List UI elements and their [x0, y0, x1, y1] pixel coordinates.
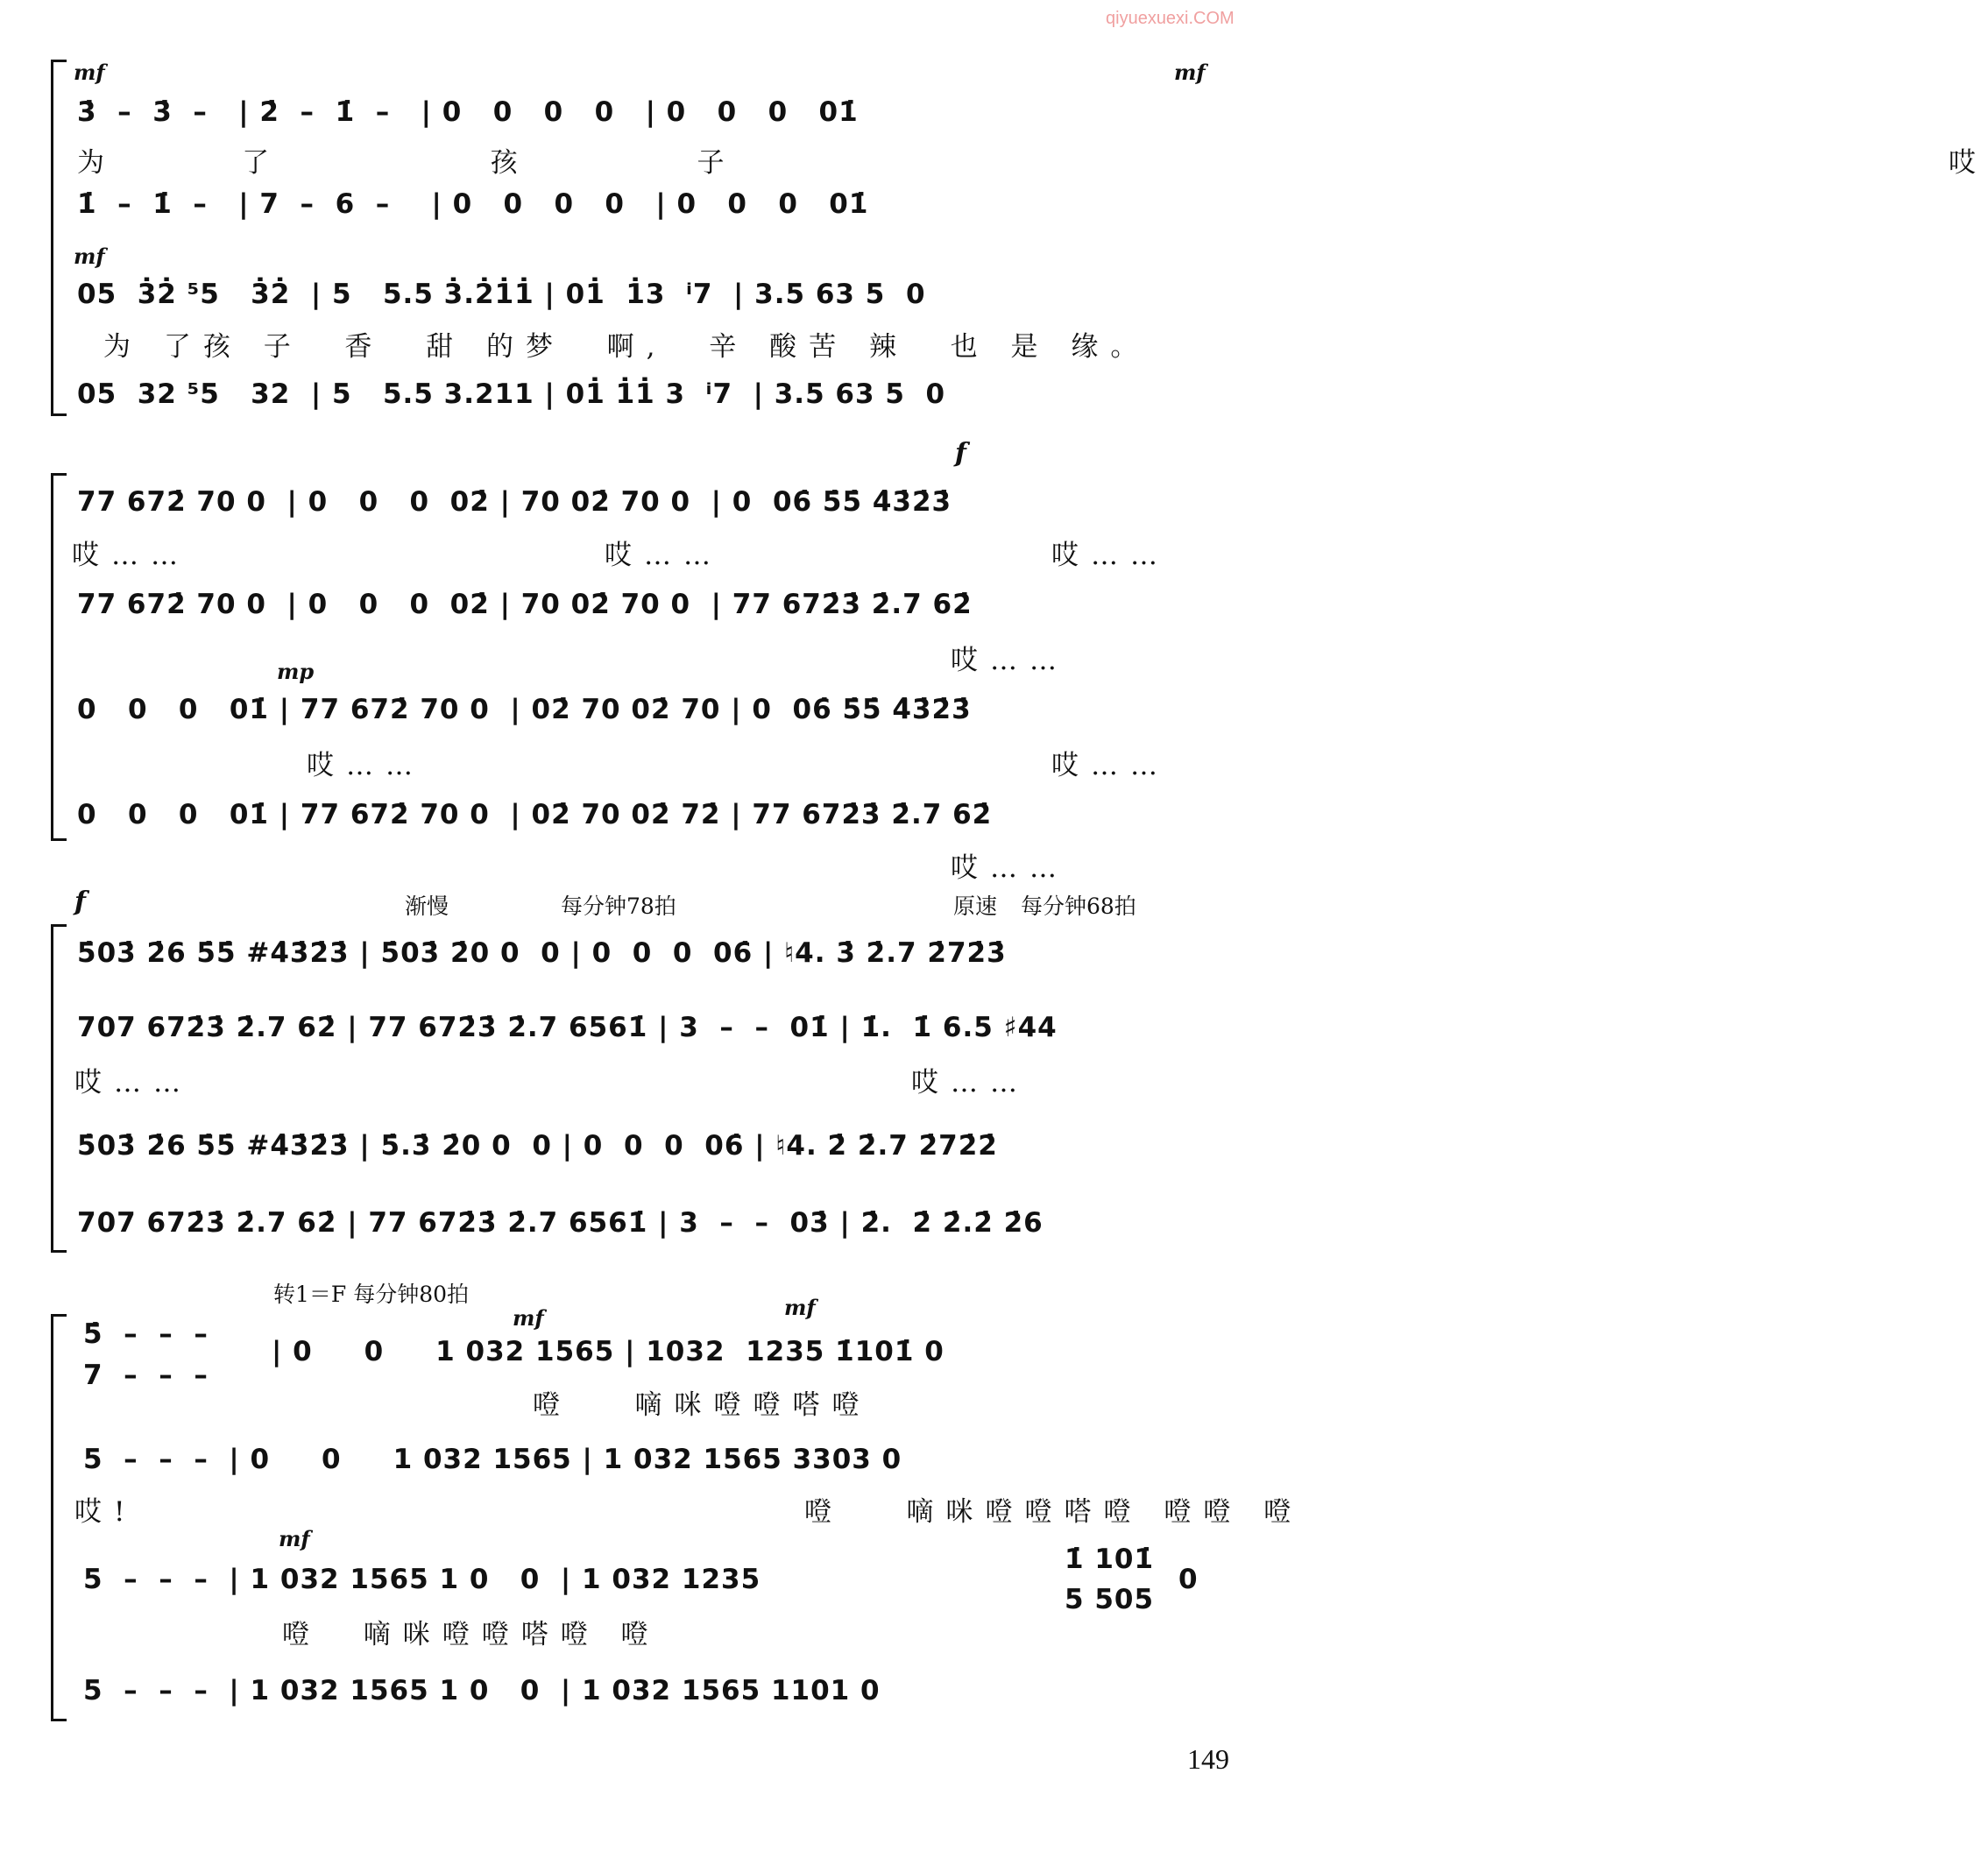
dynamic-mark: f — [955, 438, 966, 469]
lyrics-line: 哎…… — [605, 540, 723, 571]
dynamic-mark: mf — [74, 60, 105, 85]
staff-line: 0 — [1178, 1564, 1199, 1595]
lyrics-line: 哎…… — [307, 750, 425, 781]
lyrics-line: 哎…… — [1051, 750, 1170, 781]
dynamic-mark: mf — [1174, 60, 1206, 85]
staff-line: 5̇03̇ 2̇6 5̇5̇ #4̇3̇2̇3̇ | 5̇03̇ 2̇0 0 0 | 0 0 0 06̇ | ♮4. 3̇ 2̇.7 2̇72̇3̇ — [77, 937, 1007, 969]
system-bracket — [51, 924, 59, 1253]
dynamic-mark: f — [74, 887, 86, 917]
lyrics-line: 哎! — [74, 1496, 138, 1528]
lyrics-line: 哎…… — [1051, 540, 1170, 571]
tempo-mark: 每分钟78拍 — [561, 894, 676, 919]
lyrics-line: 哎…… — [911, 1067, 1029, 1099]
staff-line: 707 672̇3̇ 2̇.7 62̇ | 77 672̇3̇ 2̇.7 6561̇ | 3 – – 01̇ | 1̇. 1̇ 6.5 ♯44 — [77, 1012, 1058, 1043]
staff-line: 0 0 0 01̇ | 77 672̇ 70 0 | 02̇ 70 02̇ 72̇ | 77 672̇3̇ 2̇.7 62̇ — [77, 799, 993, 830]
key-change: 转1＝F 每分钟80拍 — [273, 1282, 470, 1307]
staff-line: 707 672̇3̇ 2̇.7 62̇ | 77 672̇3̇ 2̇.7 6561̇ | 3 – – 03̇ | 2̇. 2̇ 2̇.2̇ 2̇6 — [77, 1207, 1044, 1239]
staff-line: 3̇ – 3̇ – | 2̇ – 1̇ – | 0 0 0 0 | 0 0 0 01̇ — [77, 96, 859, 128]
lyrics-line: 为 了孩 子 香 甜 的梦 啊, 辛 酸苦 辣 也 是 缘。 — [103, 331, 1150, 363]
lyrics-line: 哎…… — [74, 1067, 193, 1099]
staff-line: 0 0 0 01̇ | 77 672̇ 70 0 | 02̇ 70 02̇ 70 | 0 06̇ 5̇5̇ 4̇3̇2̇3̇ — [77, 694, 972, 725]
dynamic-mark: mf — [74, 244, 105, 269]
staff-line: 5 – – – | 1 032 1565 1 0 0 | 1 032 1565 1101 0 — [83, 1675, 881, 1706]
page-number: 149 — [1187, 1743, 1229, 1775]
staff-line: 5 – – – | 1 032 1565 1 0 0 | 1 032 1235 — [83, 1564, 761, 1595]
staff-line: 77 672̇ 70 0 | 0 0 0 02̇ | 70 02̇ 70 0 | 77 672̇3̇ 2̇.7 62̇ — [77, 589, 973, 620]
system-bracket — [51, 1314, 59, 1721]
system-bracket — [51, 473, 59, 841]
lyrics-line: 噔 嘀咪噔噔嗒噔 噔 — [282, 1619, 661, 1650]
tempo-mark: 每分钟68拍 — [1021, 894, 1136, 919]
chord-note: 1̇ 101̇ — [1065, 1544, 1155, 1575]
lyrics-line: 为 了 孩 子 哎 — [77, 147, 1988, 179]
dynamic-mark: mf — [279, 1526, 310, 1551]
chord-note: 5̇ – – – — [83, 1318, 209, 1350]
lyrics-line: 哎…… — [951, 852, 1069, 884]
dynamic-mark: mp — [277, 659, 315, 684]
lyrics-line: 哎…… — [72, 540, 190, 571]
dynamic-mark: mf — [513, 1305, 544, 1331]
tempo-mark: 渐慢 — [405, 894, 449, 919]
chord-note: 7 – – – — [83, 1360, 209, 1391]
lyrics-line: 噔 嘀咪噔噔嗒噔 噔噔 噔 — [804, 1496, 1304, 1528]
staff-line: 05 32 ⁵5 32 | 5 5.5 3.211 | 01̇ 1̇1̇ 3 ⁱ7 | 3.5 63 5 0 — [77, 378, 946, 410]
staff-line: 05 3̇2̇ ⁵5 3̇2̇ | 5 5.5 3̇.2̇1̇1̇ | 01̇ 1̇3 ⁱ7 | 3.5 63 5 0 — [77, 279, 926, 310]
staff-line: 5 – – – | 0 0 1 032 1565 | 1 032 1565 3303 0 — [83, 1444, 902, 1475]
system-bracket — [51, 60, 59, 416]
lyrics-line: 哎…… — [951, 645, 1069, 676]
staff-line: 1̇ – 1̇ – | 7 – 6 – | 0 0 0 0 | 0 0 0 01̇ — [77, 188, 869, 220]
chord-note: 5 505 — [1065, 1584, 1155, 1615]
dynamic-mark: mf — [784, 1295, 816, 1320]
tempo-mark: 原速 — [953, 894, 998, 919]
staff-line: 77 672̇ 70 0 | 0 0 0 02̇ | 70 02̇ 70 0 | 0 06̇ 5̇5̇ 4̇3̇2̇3̇ — [77, 486, 952, 518]
watermark: qiyuexuexi.COM — [1106, 9, 1235, 28]
lyrics-line: 噔 嘀咪噔噔嗒噔 — [533, 1389, 872, 1421]
staff-line: | 0 0 1 032 1565 | 1032 1235 1̇101̇ 0 — [272, 1336, 944, 1367]
staff-line: 5̇03̇ 2̇6 5̇5̇ #4̇3̇2̇3̇ | 5̇.3̇ 2̇0 0 0 | 0 0 0 06̇ | ♮4. 2̇ 2̇.7 2̇72̇2̇ — [77, 1130, 998, 1162]
